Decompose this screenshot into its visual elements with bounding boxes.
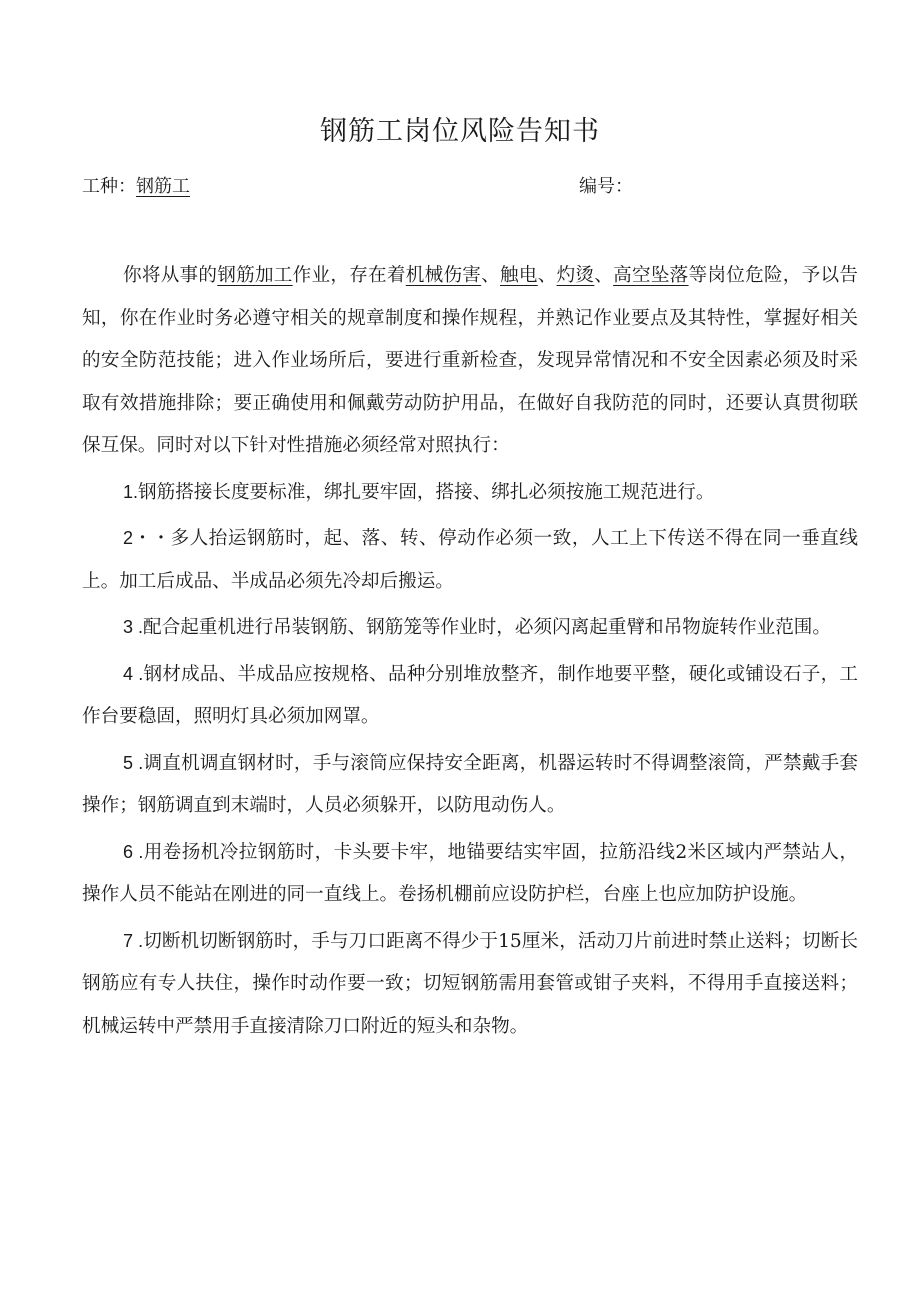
item-number: 1. [123,481,139,502]
item-number: 7 . [123,930,144,951]
separator: 、 [537,265,557,286]
list-item [82,920,858,1049]
item-number: 3 . [123,617,144,637]
document-number-field [579,172,633,202]
item-text: 钢材成品、半成品应按规格、品种分别堆放整齐，制作地要平整，硬化或铺设石子，工作台要稳固，照明灯具必须加网罩。 [82,663,858,727]
document-body [82,255,858,1048]
hazard-underlined: 触电 [500,265,538,286]
intro-text: 作业，存在着 [292,265,406,286]
job-type-field [82,172,190,202]
meta-row [82,172,842,202]
item-number: 2・・ [123,528,171,548]
job-type-value: 钢筋工 [136,176,190,197]
item-number: 5 . [123,752,144,773]
item-number: 6 . [123,841,144,862]
hazard-underlined: 机械伤害 [405,265,482,286]
job-type-label: 工种： [82,176,136,197]
intro-text: 等岗位危险，予以告知，你在作业时务必遵守相关的规章制度和操作规程，并熟记作业要点及其特性，掌握好相关的安全防范技能；进入作业场所后，要进行重新检查，发现异常情况和不安全因素必须及时采取有效措施排除；要正确使用和佩戴劳动防护用品，在做好自我防范的同时，还要认真贯彻联保互保。同时对以下针对性措施必须经常对照执行： [82,265,858,456]
separator: 、 [594,265,614,286]
list-item [82,831,858,917]
hazard-underlined: 高空坠落 [613,265,689,286]
list-item [82,606,858,650]
item-number: 4 . [123,663,144,684]
item-text: 配合起重机进行吊装钢筋、钢筋笼等作业时，必须闪离起重臂和吊物旋转作业范围。 [143,617,831,638]
list-item [82,471,858,515]
item-text: 多人抬运钢筋时，起、落、转、停动作必须一致，人工上下传送不得在同一垂直线上。加工后成品、半成品必须先冷却后搬运。 [82,528,858,592]
separator: 、 [481,265,501,286]
hazard-underlined: 灼烫 [556,265,595,286]
intro-text: 你将从事的 [123,265,218,286]
item-text: 调直机调直钢材时，手与滚筒应保持安全距离，机器运转时不得调整滚筒，严禁戴手套操作；钢筋调直到末端时，人员必须躲开，以防甩动伤人。 [82,752,858,816]
document-number-label: 编号： [579,176,633,197]
list-item [82,653,858,739]
item-text: 钢筋搭接长度要标准，绑扎要牢固，搭接、绑扎必须按施工规范进行。 [138,481,715,503]
item-text: 切断机切断钢筋时，手与刀口距离不得少于15厘米，活动刀片前进时禁止送料；切断长钢筋应有专人扶住，操作时动作要一致；切短钢筋需用套管或钳子夹料，不得用手直接送料；机械运转中严禁用手直接清除刀口附近的短头和杂物。 [82,930,858,1037]
item-text: 用卷扬机冷拉钢筋时，卡头要卡牢，地锚要结实牢固，拉筋沿线2米区域内严禁站人，操作人员不能站在刚进的同一直线上。卷扬机棚前应设防护栏，台座上也应加防护设施。 [82,841,858,905]
document-title: 钢筋工岗位风险告知书 [320,116,600,147]
list-item [82,742,858,828]
intro-paragraph [82,255,858,468]
work-type-underlined: 钢筋加工 [217,265,293,286]
list-item [82,517,858,603]
